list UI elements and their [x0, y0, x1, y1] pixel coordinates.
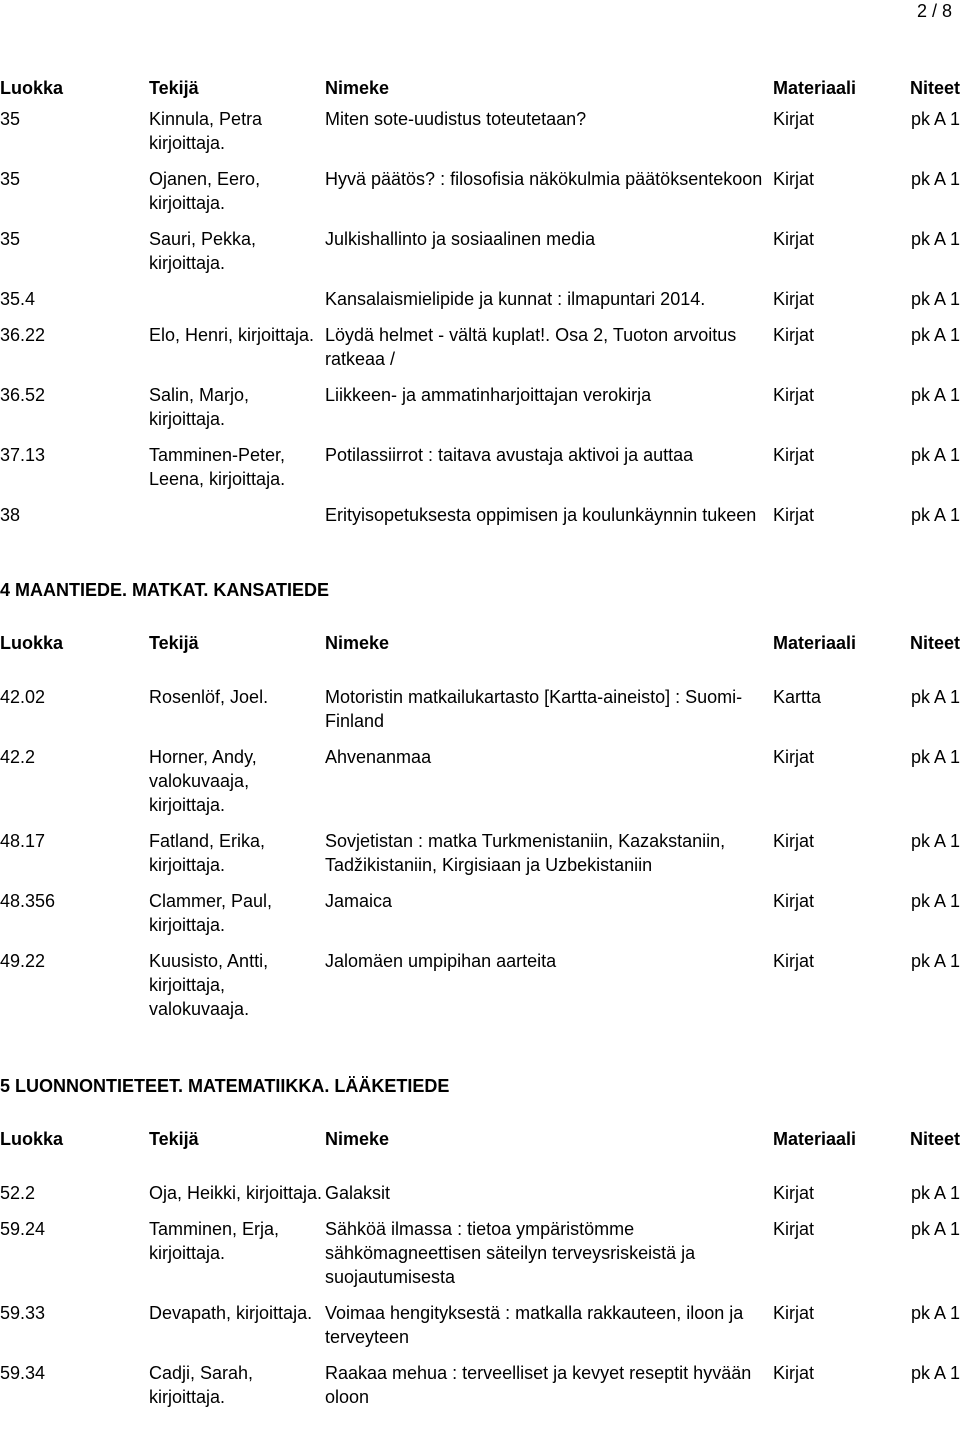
cell-nimeke: Kansalaismielipide ja kunnat : ilmapuntari 2014.	[325, 289, 706, 309]
cell-tekija: Salin, Marjo, kirjoittaja.	[149, 385, 250, 429]
table-row	[0, 1301, 960, 1361]
table-row	[0, 167, 960, 227]
cell-materiaali: Kirjat	[773, 325, 815, 345]
table-row	[0, 287, 960, 323]
table-row	[0, 323, 960, 383]
cell-luokka: 37.13	[0, 445, 46, 465]
cell-niteet: pk A 1	[910, 1219, 960, 1239]
cell-nimeke: Ahvenanmaa	[325, 747, 432, 767]
cell-materiaali: Kirjat	[773, 1183, 815, 1203]
cell-tekija: Rosenlöf, Joel.	[149, 687, 269, 707]
cell-nimeke: Raakaa mehua : terveelliset ja kevyet reseptit hyvään oloon	[325, 1363, 752, 1407]
cell-materiaali: Kirjat	[773, 505, 815, 525]
header-materiaali: Materiaali	[773, 633, 857, 653]
cell-nimeke: Potilassiirrot : taitava avustaja aktivoi ja auttaa	[325, 445, 694, 465]
cell-luokka: 59.33	[0, 1303, 46, 1323]
table-header	[0, 631, 960, 685]
header-materiaali: Materiaali	[773, 78, 857, 98]
cell-materiaali: Kirjat	[773, 1303, 815, 1323]
cell-nimeke: Jamaica	[325, 891, 393, 911]
cell-nimeke: Voimaa hengityksestä : matkalla rakkauteen, iloon ja terveyteen	[325, 1303, 744, 1347]
cell-tekija: Tamminen-Peter, Leena, kirjoittaja.	[149, 445, 286, 489]
header-tekija: Tekijä	[149, 78, 199, 98]
cell-niteet: pk A 1	[910, 289, 960, 309]
cell-luokka: 52.2	[0, 1183, 36, 1203]
cell-luokka: 38	[0, 505, 21, 525]
cell-luokka: 59.34	[0, 1363, 46, 1383]
table-row	[0, 829, 960, 889]
cell-nimeke: Jalomäen umpipihan aarteita	[325, 951, 557, 971]
cell-nimeke: Galaksit	[325, 1183, 391, 1203]
cell-tekija: Kuusisto, Antti, kirjoittaja, valokuvaaja.	[149, 951, 269, 1019]
cell-materiaali: Kirjat	[773, 1363, 815, 1383]
cell-materiaali: Kirjat	[773, 747, 815, 767]
header-luokka: Luokka	[0, 1129, 64, 1149]
section-2-title: 4 MAANTIEDE. MATKAT. KANSATIEDE	[0, 580, 330, 600]
cell-luokka: 42.02	[0, 687, 46, 707]
cell-luokka: 35.4	[0, 289, 36, 309]
table-row	[0, 107, 960, 167]
cell-niteet: pk A 1	[910, 1363, 960, 1383]
header-nimeke: Nimeke	[325, 633, 390, 653]
cell-niteet: pk A 1	[910, 445, 960, 465]
table-row	[0, 1361, 960, 1421]
cell-nimeke: Hyvä päätös? : filosofisia näkökulmia päätöksentekoon	[325, 169, 763, 189]
cell-materiaali: Kirjat	[773, 445, 815, 465]
cell-nimeke: Miten sote-uudistus toteutetaan?	[325, 109, 587, 129]
table-row	[0, 227, 960, 287]
header-luokka: Luokka	[0, 633, 64, 653]
cell-niteet: pk A 1	[910, 1303, 960, 1323]
cell-luokka: 42.2	[0, 747, 36, 767]
catalog-table-1	[0, 76, 960, 539]
cell-niteet: pk A 1	[910, 385, 960, 405]
table-row	[0, 745, 960, 829]
cell-luokka: 48.17	[0, 831, 46, 851]
cell-luokka: 59.24	[0, 1219, 46, 1239]
header-niteet: Niteet	[909, 1129, 960, 1149]
cell-tekija: Elo, Henri, kirjoittaja.	[149, 325, 315, 345]
cell-nimeke: Liikkeen- ja ammatinharjoittajan verokirja	[325, 385, 652, 405]
section-3	[0, 1127, 960, 1421]
table-row	[0, 503, 960, 539]
table-row	[0, 1217, 960, 1301]
cell-materiaali: Kirjat	[773, 289, 815, 309]
page-number: 2 / 8	[916, 1, 952, 21]
header-nimeke: Nimeke	[325, 1129, 390, 1149]
cell-tekija: Clammer, Paul, kirjoittaja.	[149, 891, 273, 935]
cell-tekija	[149, 503, 325, 539]
cell-luokka: 35	[0, 109, 21, 129]
table-row	[0, 685, 960, 745]
cell-tekija: Ojanen, Eero, kirjoittaja.	[149, 169, 261, 213]
section-2	[0, 631, 960, 1033]
section-3-title: 5 LUONNONTIETEET. MATEMATIIKKA. LÄÄKETIEDE	[0, 1076, 450, 1096]
header-niteet: Niteet	[909, 633, 960, 653]
cell-materiaali: Kirjat	[773, 951, 815, 971]
header-materiaali: Materiaali	[773, 1129, 857, 1149]
table-row	[0, 383, 960, 443]
cell-niteet: pk A 1	[910, 169, 960, 189]
cell-nimeke: Löydä helmet - vältä kuplat!. Osa 2, Tuoton arvoitus ratkeaa /	[325, 325, 737, 369]
cell-tekija: Fatland, Erika, kirjoittaja.	[149, 831, 266, 875]
cell-tekija: Sauri, Pekka, kirjoittaja.	[149, 229, 257, 273]
table-row	[0, 949, 960, 1033]
cell-nimeke: Sähköä ilmassa : tietoa ympäristömme sähkömagneettisen säteilyn terveysriskeistä ja suojautumisesta	[325, 1219, 696, 1287]
cell-nimeke: Erityisopetuksesta oppimisen ja koulunkäynnin tukeen	[325, 505, 757, 525]
cell-tekija: Devapath, kirjoittaja.	[149, 1303, 313, 1323]
cell-tekija: Cadji, Sarah, kirjoittaja.	[149, 1363, 254, 1407]
cell-tekija: Tamminen, Erja, kirjoittaja.	[149, 1219, 280, 1263]
cell-tekija: Horner, Andy, valokuvaaja, kirjoittaja.	[149, 747, 257, 815]
cell-niteet: pk A 1	[910, 109, 960, 129]
header-tekija: Tekijä	[149, 1129, 199, 1149]
cell-materiaali: Kirjat	[773, 169, 815, 189]
cell-nimeke: Motoristin matkailukartasto [Kartta-aineisto] : Suomi-Finland	[325, 687, 743, 731]
cell-materiaali: Kirjat	[773, 385, 815, 405]
catalog-table-3	[0, 1127, 960, 1421]
cell-luokka: 36.52	[0, 385, 46, 405]
table-row	[0, 443, 960, 503]
cell-niteet: pk A 1	[910, 891, 960, 911]
cell-niteet: pk A 1	[910, 325, 960, 345]
section-1	[0, 76, 960, 539]
cell-materiaali: Kirjat	[773, 229, 815, 249]
catalog-table-2	[0, 631, 960, 1033]
cell-niteet: pk A 1	[910, 951, 960, 971]
table-row	[0, 1181, 960, 1217]
cell-niteet: pk A 1	[910, 831, 960, 851]
cell-luokka: 49.22	[0, 951, 46, 971]
cell-niteet: pk A 1	[910, 687, 960, 707]
cell-nimeke: Julkishallinto ja sosiaalinen media	[325, 229, 596, 249]
cell-niteet: pk A 1	[910, 505, 960, 525]
cell-luokka: 35	[0, 169, 21, 189]
cell-tekija	[149, 287, 325, 323]
cell-luokka: 36.22	[0, 325, 46, 345]
cell-luokka: 48.356	[0, 891, 56, 911]
cell-niteet: pk A 1	[910, 229, 960, 249]
cell-luokka: 35	[0, 229, 21, 249]
cell-tekija: Kinnula, Petra kirjoittaja.	[149, 109, 263, 153]
header-tekija: Tekijä	[149, 633, 199, 653]
cell-materiaali: Kartta	[773, 687, 822, 707]
cell-nimeke: Sovjetistan : matka Turkmenistaniin, Kazakstaniin, Tadžikistaniin, Kirgisiaan ja Uzbekistaniin	[325, 831, 726, 875]
cell-materiaali: Kirjat	[773, 891, 815, 911]
header-luokka: Luokka	[0, 78, 64, 98]
cell-tekija: Oja, Heikki, kirjoittaja.	[149, 1183, 323, 1203]
cell-niteet: pk A 1	[910, 1183, 960, 1203]
table-header	[0, 1127, 960, 1181]
cell-niteet: pk A 1	[910, 747, 960, 767]
cell-materiaali: Kirjat	[773, 831, 815, 851]
header-nimeke: Nimeke	[325, 78, 390, 98]
cell-materiaali: Kirjat	[773, 109, 815, 129]
header-niteet: Niteet	[909, 78, 960, 98]
cell-materiaali: Kirjat	[773, 1219, 815, 1239]
table-header	[0, 76, 960, 107]
table-row	[0, 889, 960, 949]
